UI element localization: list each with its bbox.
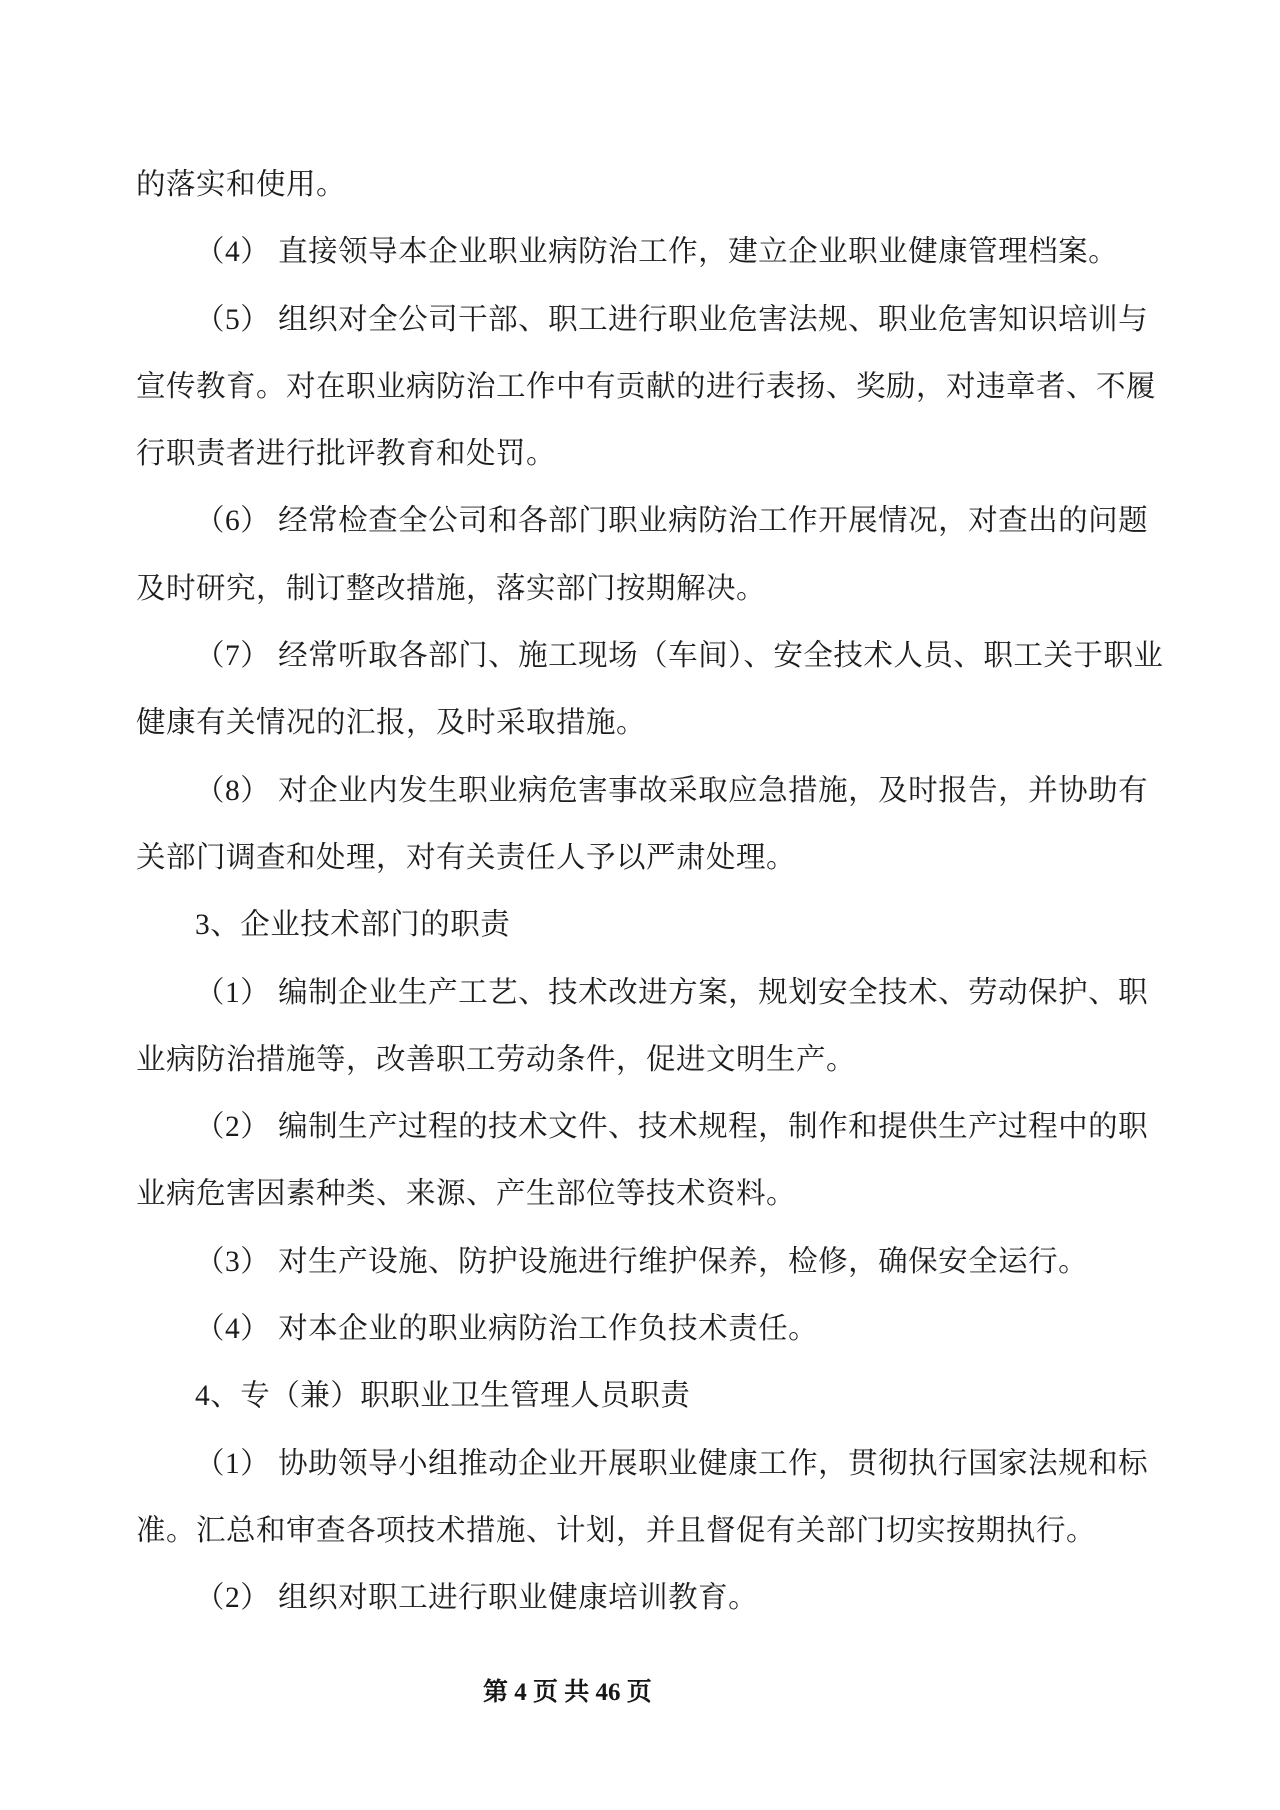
text-line: （1） 协助领导小组推动企业开展职业健康工作，贯彻执行国家法规和标 xyxy=(195,1447,1149,1480)
text-line: 及时研究，制订整改措施，落实部门按期解决。 xyxy=(136,572,767,605)
text-line: （8） 对企业内发生职业病危害事故采取应急措施，及时报告，并协助有 xyxy=(195,774,1149,807)
text-line: 业病防治措施等，改善职工劳动条件，促进文明生产。 xyxy=(136,1043,857,1076)
text-line: 宣传教育。对在职业病防治工作中有贡献的进行表扬、奖励，对违章者、不履 xyxy=(136,370,1157,403)
text-line: （4） 对本企业的职业病防治工作负技术责任。 xyxy=(195,1313,819,1346)
text-line: （3） 对生产设施、防护设施进行维护保养，检修，确保安全运行。 xyxy=(195,1245,1089,1278)
document-body xyxy=(136,152,1164,1633)
text-line: （6） 经常检查全公司和各部门职业病防治工作开展情况，对查出的问题 xyxy=(195,505,1149,538)
text-line: 行职责者进行批评教育和处罚。 xyxy=(136,438,557,471)
text-line: 关部门调查和处理，对有关责任人予以严肃处理。 xyxy=(136,841,797,874)
text-line: （4） 直接领导本企业职业病防治工作，建立企业职业健康管理档案。 xyxy=(195,236,1119,269)
text-line: 健康有关情况的汇报，及时采取措施。 xyxy=(136,707,647,740)
section-heading: 4、专（兼）职职业卫生管理人员职责 xyxy=(195,1380,691,1413)
text-line: （5） 组织对全公司干部、职工进行职业危害法规、职业危害知识培训与 xyxy=(195,303,1149,336)
text-line: （1） 编制企业生产工艺、技术改进方案，规划安全技术、劳动保护、职 xyxy=(195,976,1149,1009)
text-line: 的落实和使用。 xyxy=(136,169,347,201)
section-heading: 3、企业技术部门的职责 xyxy=(195,909,511,942)
page-number-footer: 第 4 页 共 46 页 xyxy=(483,1679,652,1706)
text-line: （2） 编制生产过程的技术文件、技术规程，制作和提供生产过程中的职 xyxy=(195,1111,1149,1144)
text-line: （7） 经常听取各部门、施工现场（车间）、安全技术人员、职工关于职业 xyxy=(195,640,1164,673)
text-line: 准。汇总和审查各项技术措施、计划，并且督促有关部门切实按期执行。 xyxy=(136,1514,1097,1547)
text-line: 业病危害因素种类、来源、产生部位等技术资料。 xyxy=(136,1178,797,1211)
text-line: （2） 组织对职工进行职业健康培训教育。 xyxy=(195,1582,759,1615)
